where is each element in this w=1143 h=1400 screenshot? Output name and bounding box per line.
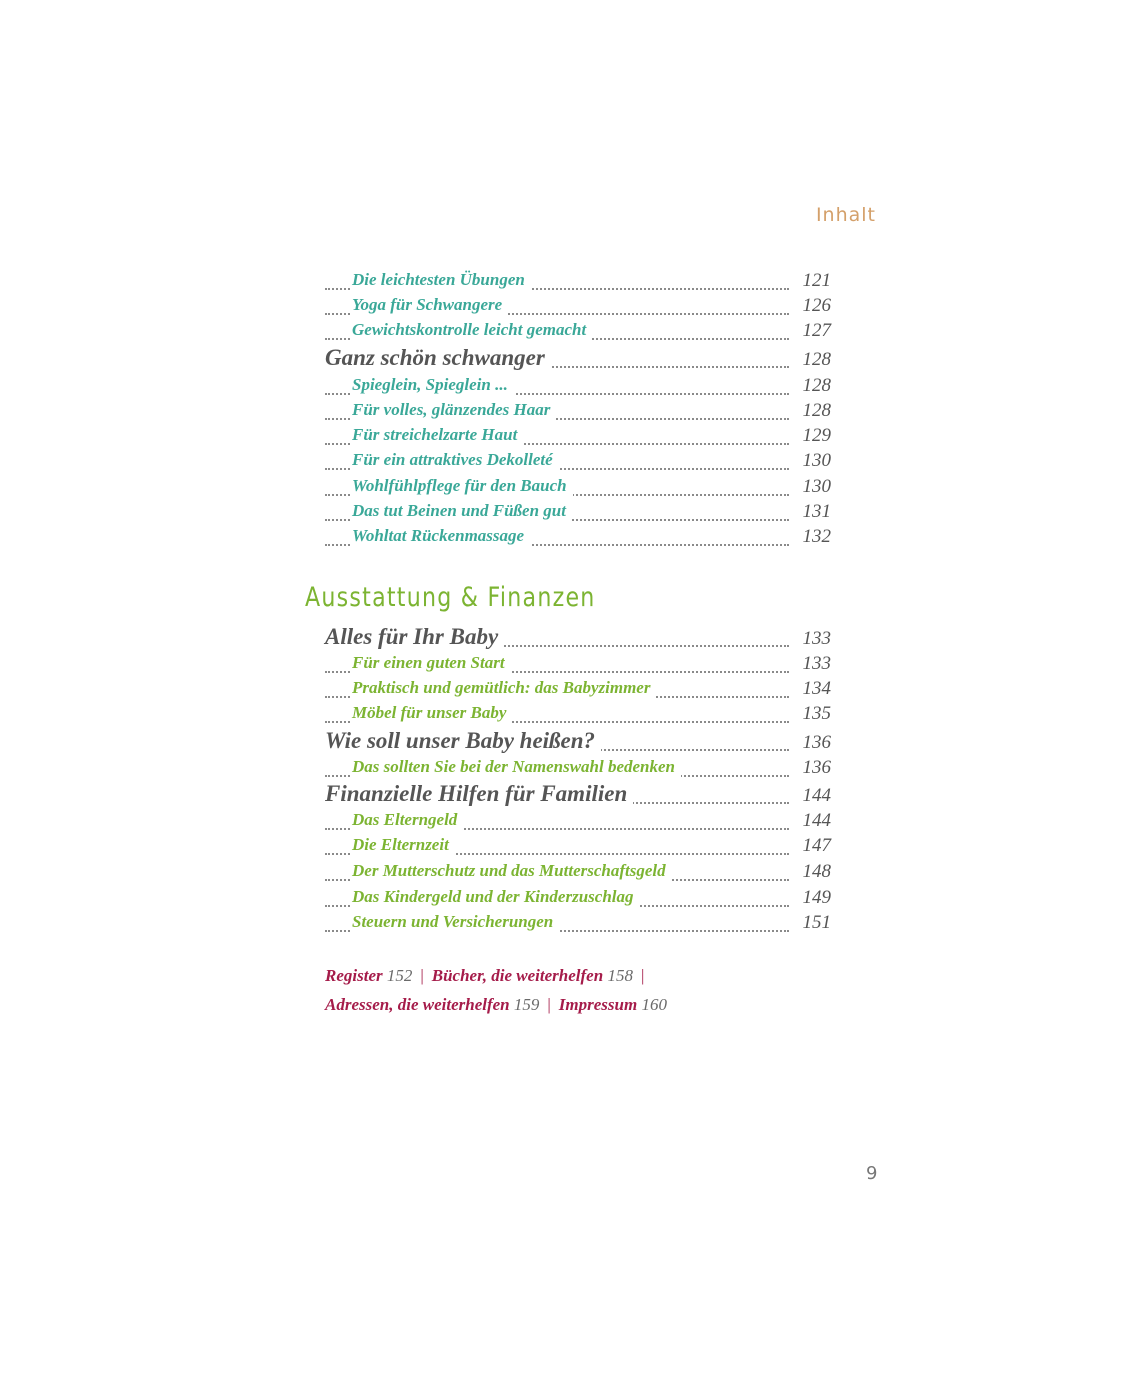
appendix-entry[interactable] [432,966,633,985]
toc-entry-page: 151 [795,912,832,934]
toc-entry-page: 128 [795,375,832,397]
toc-entry-page: 128 [795,400,832,422]
page-number: 9 [866,1163,878,1184]
separator: | [547,995,551,1014]
toc-entry-page: 136 [795,757,832,779]
toc-entry-page: 130 [795,476,832,498]
toc-entry[interactable] [325,835,831,861]
appendix-page: 160 [641,995,667,1014]
toc-entry[interactable] [325,450,831,476]
toc-entry-page: 147 [795,835,832,857]
appendix-label: Bücher, die weiterhelfen [431,966,604,985]
toc-entry-title: Für ein attraktives Dekolleté [352,450,559,470]
toc-entry-title: Das Kindergeld und der Kinderzuschlag [352,887,640,907]
toc-entry-title: Das sollten Sie bei der Namenswahl bedenken [352,757,681,777]
toc-entry[interactable] [325,810,831,836]
toc-entry-title: Für einen guten Start [352,653,511,673]
toc-entry[interactable] [325,400,831,426]
toc-entry-title: Möbel für unser Baby [352,703,512,723]
toc-entry-page: 148 [795,861,832,883]
toc-entry[interactable] [325,425,831,451]
appendix-page: 159 [513,995,540,1014]
toc-entry-title: Für streichelzarte Haut [352,425,523,445]
toc-entry[interactable] [325,501,831,527]
toc-entry[interactable] [325,476,831,502]
toc-entry-page: 121 [795,270,832,292]
toc-entry-title: Das Elterngeld [352,810,463,830]
toc-entry[interactable] [325,781,831,810]
toc-entry[interactable] [325,345,831,374]
toc-entry-page: 129 [795,425,832,447]
toc-entry-page: 135 [795,703,832,725]
toc-entry[interactable] [325,295,831,321]
toc-entry[interactable] [325,912,831,938]
toc-entry-page: 132 [795,526,832,548]
toc-entry-page: 144 [795,810,832,832]
toc-entry-title: Wie soll unser Baby heißen? [325,728,601,754]
toc-entry[interactable] [325,703,831,729]
toc-entry[interactable] [325,728,831,757]
appendix-entry[interactable] [325,966,412,985]
toc-entry-title: Steuern und Versicherungen [352,912,559,932]
toc-entry-title: Das tut Beinen und Füßen gut [352,501,572,521]
toc-entry-page: 128 [795,349,832,371]
toc-entry-title: Yoga für Schwangere [352,295,508,315]
toc-entry[interactable] [325,757,831,783]
toc-entry[interactable] [325,678,831,704]
toc-entry-page: 144 [795,785,832,807]
section-title: Ausstattung & Finanzen [305,582,596,613]
toc-entry-page: 130 [795,450,832,472]
toc-entry-page: 133 [795,653,832,675]
toc-entry[interactable] [325,375,831,401]
toc-entry-title: Finanzielle Hilfen für Familien [325,781,633,807]
toc-entry[interactable] [325,861,831,887]
toc-entry-title: Wohltat Rückenmassage [352,526,530,546]
toc-entry-title: Alles für Ihr Baby [325,624,504,650]
toc-entry-page: 149 [795,887,832,909]
toc-entry[interactable] [325,270,831,296]
toc-entry[interactable] [325,526,831,552]
toc-entry-title: Praktisch und gemütlich: das Babyzimmer [352,678,656,698]
separator: | [640,966,645,985]
appendix-page: 152 [386,966,413,985]
running-head: Inhalt [815,204,876,226]
toc-entry[interactable] [325,624,831,653]
appendix-label: Impressum [558,995,638,1014]
appendix-page: 158 [607,966,633,985]
toc-entry-title: Wohlfühlpflege für den Bauch [352,476,573,496]
separator: | [420,966,424,985]
toc-entry[interactable] [325,653,831,679]
toc-entry-title: Der Mutterschutz und das Mutterschaftsgeld [352,861,672,881]
appendix-line-2 [325,995,667,1015]
toc-entry-title: Spieglein, Spieglein ... [352,375,514,395]
appendix-entry[interactable] [325,995,539,1014]
appendix-entry[interactable] [559,995,667,1014]
toc-entry-title: Für volles, glänzendes Haar [352,400,556,420]
toc-entry-page: 127 [795,320,832,342]
appendix-label: Register [325,966,383,985]
toc-entry-page: 136 [795,732,832,754]
toc-entry-title: Die leichtesten Übungen [352,270,531,290]
toc-entry[interactable] [325,320,831,346]
toc-entry-title: Ganz schön schwanger [325,345,551,371]
toc-entry-page: 133 [795,628,832,650]
toc-entry-page: 131 [795,501,832,523]
toc-entry-title: Gewichtskontrolle leicht gemacht [352,320,592,340]
toc-entry-title: Die Elternzeit [352,835,455,855]
appendix-label: Adressen, die weiterhelfen [325,995,510,1014]
toc-entry-page: 126 [795,295,832,317]
toc-entry[interactable] [325,887,831,913]
toc-entry-page: 134 [795,678,832,700]
appendix-line-1 [325,966,652,986]
